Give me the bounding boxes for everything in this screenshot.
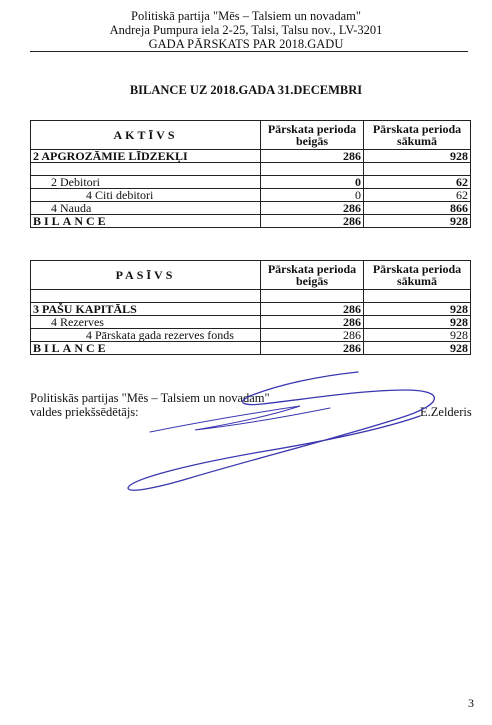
row-label: 4 Citi debitori — [31, 189, 261, 202]
row-start-value — [364, 163, 471, 176]
row-end-value: 286 — [261, 316, 364, 329]
row-label: BILANCE — [31, 342, 261, 355]
signatory-name: E.Zelderis — [420, 405, 472, 419]
row-end-value: 0 — [261, 176, 364, 189]
row-start-value: 928 — [364, 150, 471, 163]
row-start-value: 928 — [364, 303, 471, 316]
balance-title: BILANCE UZ 2018.GADA 31.DECEMBRI — [129, 83, 363, 97]
table-row — [31, 150, 471, 163]
signature-caption-line1: Politiskās partijas "Mēs – Talsiem un novadam" — [30, 391, 270, 405]
row-start-value: 928 — [364, 316, 471, 329]
row-label: 4 Pārskata gada rezerves fonds — [31, 329, 261, 342]
row-start-value: 62 — [364, 189, 471, 202]
table-row — [31, 189, 471, 202]
row-end-value: 286 — [261, 215, 364, 228]
row-end-value — [261, 163, 364, 176]
col-start-header: Pārskata perioda sākumā — [364, 261, 471, 290]
row-end-value: 286 — [261, 303, 364, 316]
report-title: GADA PĀRSKATS PAR 2018.GADU — [148, 37, 344, 51]
row-end-value — [261, 290, 364, 303]
party-name: Politiskā partija "Mēs – Talsiem un novadam" — [131, 9, 361, 23]
row-label: 2 APGROZĀMIE LĪDZEKĻI — [31, 150, 261, 163]
row-label — [31, 163, 261, 176]
col-end-header: Pārskata perioda beigās — [261, 261, 364, 290]
table-row-empty — [31, 290, 471, 303]
row-start-value — [364, 290, 471, 303]
liabilities-heading: PASĪVS — [31, 261, 261, 290]
row-start-value: 928 — [364, 342, 471, 355]
col-start-header: Pārskata perioda sākumā — [364, 121, 471, 150]
row-start-value: 928 — [364, 329, 471, 342]
liabilities-header-row — [31, 261, 471, 290]
header-divider — [30, 51, 468, 52]
row-label — [31, 290, 261, 303]
table-row — [31, 202, 471, 215]
table-row — [31, 329, 471, 342]
row-start-value: 866 — [364, 202, 471, 215]
handwritten-signature — [0, 360, 492, 510]
table-row — [31, 303, 471, 316]
row-end-value: 286 — [261, 342, 364, 355]
row-end-value: 0 — [261, 189, 364, 202]
table-row — [31, 176, 471, 189]
table-row-empty — [31, 163, 471, 176]
row-label: BILANCE — [31, 215, 261, 228]
row-start-value: 62 — [364, 176, 471, 189]
row-label: 4 Rezerves — [31, 316, 261, 329]
row-label: 3 PAŠU KAPITĀLS — [31, 303, 261, 316]
row-end-value: 286 — [261, 202, 364, 215]
party-address: Andreja Pumpura iela 2-25, Talsi, Talsu nov., LV-3201 — [109, 23, 383, 37]
liabilities-table — [30, 260, 471, 355]
assets-header-row — [31, 121, 471, 150]
signature-caption-line2: valdes priekšsēdētājs: — [30, 405, 139, 419]
row-start-value: 928 — [364, 215, 471, 228]
row-end-value: 286 — [261, 329, 364, 342]
assets-heading: AKTĪVS — [31, 121, 261, 150]
row-label: 2 Debitori — [31, 176, 261, 189]
row-end-value: 286 — [261, 150, 364, 163]
col-end-header: Pārskata perioda beigās — [261, 121, 364, 150]
balance-total-row — [31, 342, 471, 355]
row-label: 4 Nauda — [31, 202, 261, 215]
assets-table — [30, 120, 471, 228]
table-row — [31, 316, 471, 329]
balance-total-row — [31, 215, 471, 228]
page-number: 3 — [468, 696, 474, 710]
